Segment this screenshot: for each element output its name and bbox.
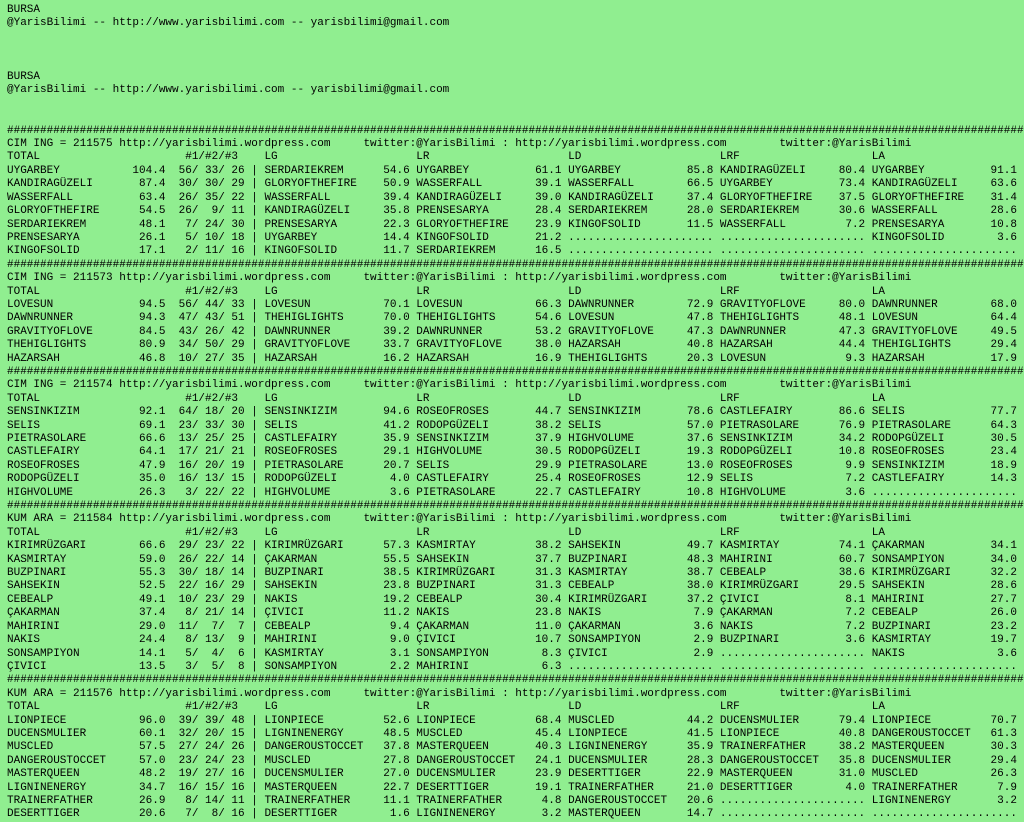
race-stats-text: BURSA @YarisBilimi -- http://www.yarisbilimi.com -- yarisbilimi@gmail.com BURSA @YarisBilimi -- http://www.yarisbilimi.com -- yarisbilimi@gmail.com ########################################################################################################################################################## CIM ING = 211575 http://yarisbilimi.wordpress.com twitter:@YarisBilimi : http://yarisbilimi.wordpress.com twitter:@YarisBilimi TOTAL #1/#2/#3 LG LR LD LRF LA UYGARBEY 104.4 56/ 33/ 26 | SERDARIEKREM 54.6 UYGARBEY 61.1 UYGARBEY 85.8 KANDIRAGÜZELI 80.4 UYGARBEY 91.1 KANDIRAGÜZELI 87.4 30/ 30/ 29 | GLORYOFTHEFIRE 50.9 WASSERFALL 39.1 WASSERFALL 66.5 UYGARBEY 73.4 KANDIRAGÜZELI 63.6 WASSERFALL 63.4 26/ 35/ 22 | WASSERFALL 39.4 KANDIRAGÜZELI 39.0 KANDIRAGÜZELI 37.4 GLORYOFTHEFIRE 37.5 GLORYOFTHEFIRE 31.4 GLORYOFTHEFIRE 54.5 26/ 9/ 11 | KANDIRAGÜZELI 35.8 PRENSESARYA 28.4 SERDARIEKREM 28.0 SERDARIEKREM 30.6 WASSERFALL 28.6 SERDARIEKREM 48.1 7/ 24/ 30 | PRENSESARYA 22.3 GLORYOFTHEFIRE 23.9 KINGOFSOLID 11.5 WASSERFALL 7.2 PRENSESARYA 10.8 PRENSESARYA 26.1 5/ 10/ 18 | UYGARBEY 14.4 KINGOFSOLID 21.2 ...................... ...................... KINGOFSOLID 3.6 KINGOFSOLID 17.1 2/ 11/ 16 | KINGOFSOLID 11.7 SERDARIEKREM 16.5 ...................... ...................... ...................... ########################################################################################################################################################## CIM ING = 211573 http://yarisbilimi.wordpress.com twitter:@YarisBilimi : http://yarisbilimi.wordpress.com twitter:@YarisBilimi TOTAL #1/#2/#3 LG LR LD LRF LA LOVESUN 94.5 56/ 44/ 33 | LOVESUN 70.1 LOVESUN 66.3 DAWNRUNNER 72.9 GRAVITYOFLOVE 80.0 DAWNRUNNER 68.0 DAWNRUNNER 94.3 47/ 43/ 51 | THEHIGLIGHTS 70.0 THEHIGLIGHTS 54.6 LOVESUN 47.8 THEHIGLIGHTS 48.1 LOVESUN 64.4 GRAVITYOFLOVE 84.5 43/ 26/ 42 | DAWNRUNNER 39.2 DAWNRUNNER 53.2 GRAVITYOFLOVE 47.3 DAWNRUNNER 47.3 GRAVITYOFLOVE 49.5 THEHIGLIGHTS 80.9 34/ 50/ 29 | GRAVITYOFLOVE 33.7 GRAVITYOFLOVE 38.0 HAZARSAH 40.8 HAZARSAH 44.4 THEHIGLIGHTS 29.4 HAZARSAH 46.8 10/ 27/ 35 | HAZARSAH 16.2 HAZARSAH 16.9 THEHIGLIGHTS 20.3 LOVESUN 9.3 HAZARSAH 17.9 ########################################################################################################################################################## CIM ING = 211574 http://yarisbilimi.wordpress.com twitter:@YarisBilimi : http://yarisbilimi.wordpress.com twitter:@YarisBilimi TOTAL #1/#2/#3 LG LR LD LRF LA SENSINKIZIM 92.1 64/ 18/ 20 | SENSINKIZIM 94.6 ROSEOFROSES 44.7 SENSINKIZIM 78.6 CASTLEFAIRY 86.6 SELIS 77.7 SELIS 69.1 23/ 33/ 30 | SELIS 41.2 RODOPGÜZELI 38.2 SELIS 57.0 PIETRASOLARE 76.9 PIETRASOLARE 64.3 PIETRASOLARE 66.6 13/ 25/ 25 | CASTLEFAIRY 35.9 SENSINKIZIM 37.9 HIGHVOLUME 37.6 SENSINKIZIM 34.2 RODOPGÜZELI 30.5 CASTLEFAIRY 64.1 17/ 21/ 21 | ROSEOFROSES 29.1 HIGHVOLUME 30.5 RODOPGÜZELI 19.3 RODOPGÜZELI 10.8 ROSEOFROSES 23.4 ROSEOFROSES 47.9 16/ 20/ 19 | PIETRASOLARE 20.7 SELIS 29.9 PIETRASOLARE 13.0 ROSEOFROSES 9.9 SENSINKIZIM 18.9 RODOPGÜZELI 35.0 16/ 13/ 15 | RODOPGÜZELI 4.0 CASTLEFAIRY 25.4 ROSEOFROSES 12.9 SELIS 7.2 CASTLEFAIRY 14.3 HIGHVOLUME 26.3 3/ 22/ 22 | HIGHVOLUME 3.6 PIETRASOLARE 22.7 CASTLEFAIRY 10.8 HIGHVOLUME 3.6 ...................... ########################################################################################################################################################## KUM ARA = 211584 http://yarisbilimi.wordpress.com twitter:@YarisBilimi : http://yarisbilimi.wordpress.com twitter:@YarisBilimi TOTAL #1/#2/#3 LG LR LD LRF LA KIRIMRÜZGARI 66.6 29/ 23/ 22 | KIRIMRÜZGARI 57.3 KASMIRTAY 38.2 SAHSEKIN 49.7 KASMIRTAY 74.1 ÇAKARMAN 34.1 KASMIRTAY 59.0 26/ 22/ 14 | ÇAKARMAN 55.5 SAHSEKIN 37.7 BUZPINARI 48.3 MAHIRINI 60.7 SONSAMPIYON 34.0 BUZPINARI 55.3 30/ 18/ 14 | BUZPINARI 38.5 KIRIMRÜZGARI 31.3 KASMIRTAY 38.7 CEBEALP 38.6 KIRIMRÜZGARI 32.2 SAHSEKIN 52.5 22/ 16/ 29 | SAHSEKIN 23.8 BUZPINARI 31.3 CEBEALP 38.0 KIRIMRÜZGARI 29.5 SAHSEKIN 28.6 CEBEALP 49.1 10/ 23/ 29 | NAKIS 19.2 CEBEALP 30.4 KIRIMRÜZGARI 37.2 ÇIVICI 8.1 MAHIRINI 27.7 ÇAKARMAN 37.4 8/ 21/ 14 | ÇIVICI 11.2 NAKIS 23.8 NAKIS 7.9 ÇAKARMAN 7.2 CEBEALP 26.0 MAHIRINI 29.0 11/ 7/ 7 | CEBEALP 9.4 ÇAKARMAN 11.0 ÇAKARMAN 3.6 NAKIS 7.2 BUZPINARI 23.2 NAKIS 24.4 8/ 13/ 9 | MAHIRINI 9.0 ÇIVICI 10.7 SONSAMPIYON 2.9 BUZPINARI 3.6 KASMIRTAY 19.7 SONSAMPIYON 14.1 5/ 4/ 6 | KASMIRTAY 3.1 SONSAMPIYON 8.3 ÇIVICI 2.9 ...................... NAKIS 3.6 ÇIVICI 13.5 3/ 5/ 8 | SONSAMPIYON 2.2 MAHIRINI 6.3 ...................... ...................... ...................... ########################################################################################################################################################## KUM ARA = 211576 http://yarisbilimi.wordpress.com twitter:@YarisBilimi : http://yarisbilimi.wordpress.com twitter:@YarisBilimi TOTAL #1/#2/#3 LG LR LD LRF LA LIONPIECE 96.0 39/ 39/ 48 | LIONPIECE 52.6 LIONPIECE 68.4 MUSCLED 44.2 DUCENSMULIER 79.4 LIONPIECE 70.7 DUCENSMULIER 60.1 32/ 20/ 15 | LIGNINENERGY 48.5 MUSCLED 45.4 LIONPIECE 41.5 LIONPIECE 40.8 DANGEROUSTOCCET 61.3 MUSCLED 57.5 27/ 24/ 26 | DANGEROUSTOCCET 37.8 MASTERQUEEN 40.3 LIGNINENERGY 35.9 TRAINERFATHER 38.2 MASTERQUEEN 30.3 DANGEROUSTOCCET 57.0 23/ 24/ 23 | MUSCLED 27.8 DANGEROUSTOCCET 24.1 DUCENSMULIER 28.3 DANGEROUSTOCCET 35.8 DUCENSMULIER 29.4 MASTERQUEEN 48.2 19/ 27/ 16 | DUCENSMULIER 27.0 DUCENSMULIER 23.9 DESERTTIGER 22.9 MASTERQUEEN 31.0 MUSCLED 26.3 LIGNINENERGY 34.7 16/ 15/ 16 | MASTERQUEEN 22.7 DESERTTIGER 19.1 TRAINERFATHER 21.0 DESERTTIGER 4.0 TRAINERFATHER 7.9 TRAINERFATHER 26.9 8/ 14/ 11 | TRAINERFATHER 11.1 TRAINERFATHER 4.8 DANGEROUSTOCCET 20.6 ...................... LIGNINENERGY 3.2 DESERTTIGER 20.6 7/ 8/ 16 | DESERTTIGER 1.6 LIGNINENERGY 3.2 MASTERQUEEN 14.7 ...................... ...................... bbox=[7, 4, 1024, 821]
text-page bbox=[7, 4, 1024, 822]
